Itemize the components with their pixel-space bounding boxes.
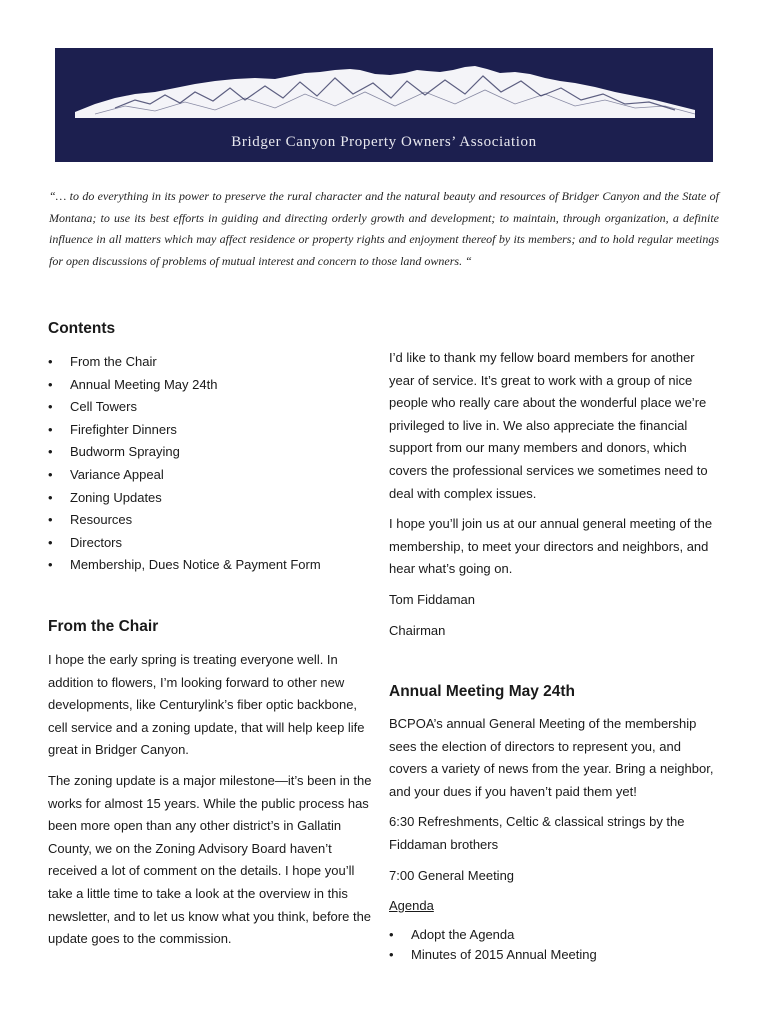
signature-title: Chairman	[389, 622, 446, 638]
chair-paragraph-2: The zoning update is a major milestone—it’s been in the works for almost 15 years. While the public process has been more open than any other district’s in Gallatin County, we on the Zoning Advisory Board haven’t received a lot of comment on the details. I hope you’ll take a little time to take a look at the overview in this newsletter, and to let us know what you think, before the update goes to the commission.	[48, 772, 372, 947]
contents-item[interactable]: • From the Chair	[48, 351, 368, 374]
agenda-label: Agenda	[389, 898, 434, 914]
chair-paragraph-1: I hope the early spring is treating everyone well. In addition to flowers, I’m looking forward to other new developments, like Centurylink’s fiber optic backbone, cell service and a zoning update, that will help keep life great in Bridger Canyon.	[48, 652, 365, 758]
chair-paragraph-3: I’d like to thank my fellow board members for another year of service. It’s great to work with a group of nice people who really care about the wonderful place we’re privileged to live in. We also appreciate the financial support from our many members and donors, which covers the professional services we sometimes need to deal with complex issues.	[389, 350, 708, 501]
contents-item[interactable]: • Directors	[48, 532, 368, 555]
chair-continued	[389, 347, 719, 650]
meeting-body	[389, 713, 719, 922]
chair-body	[48, 649, 380, 959]
contents-item[interactable]: • Firefighter Dinners	[48, 419, 368, 442]
contents-item[interactable]: • Budworm Spraying	[48, 441, 368, 464]
meeting-paragraph-1: BCPOA’s annual General Meeting of the membership sees the election of directors to represent you, and covers a variety of news from the year. Bring a neighbor, and your dues if you haven’t paid them yet!	[389, 716, 714, 799]
mission-statement: “… to do everything in its power to preserve the rural character and the natural beauty and resources of Bridger Canyon and the State of Montana; to use its best efforts in guiding and directing orderly growth and development; to maintain, through organization, a definite influence in all matters which may affect residence or property rights and enjoyment thereof by its members; and to hold regular meetings for open discussions of problems of mutual interest and concern to those land owners. “	[49, 189, 719, 268]
chair-heading: From the Chair	[48, 618, 159, 635]
banner-title: Bridger Canyon Property Owners’ Association	[231, 134, 537, 150]
contents-item[interactable]: • Annual Meeting May 24th	[48, 374, 368, 397]
agenda-item: • Adopt the Agenda	[389, 925, 719, 945]
agenda-list	[389, 925, 719, 965]
contents-heading: Contents	[48, 320, 116, 337]
contents-item[interactable]: • Zoning Updates	[48, 487, 368, 510]
chair-paragraph-4: I hope you’ll join us at our annual general meeting of the membership, to meet your directors and neighbors, and hear what’s going on.	[389, 516, 713, 577]
contents-item[interactable]: • Resources	[48, 509, 368, 532]
meeting-paragraph-2: 6:30 Refreshments, Celtic & classical strings by the Fiddaman brothers	[389, 814, 685, 852]
agenda-item: • Minutes of 2015 Annual Meeting	[389, 945, 719, 965]
contents-item[interactable]: • Variance Appeal	[48, 464, 368, 487]
meeting-heading: Annual Meeting May 24th	[389, 683, 576, 700]
contents-item[interactable]: • Membership, Dues Notice & Payment Form	[48, 554, 368, 577]
header-banner	[55, 48, 713, 162]
meeting-paragraph-3: 7:00 General Meeting	[389, 867, 515, 883]
signature-name: Tom Fiddaman	[389, 591, 475, 607]
contents-item[interactable]: • Cell Towers	[48, 396, 368, 419]
contents-list	[48, 351, 368, 577]
